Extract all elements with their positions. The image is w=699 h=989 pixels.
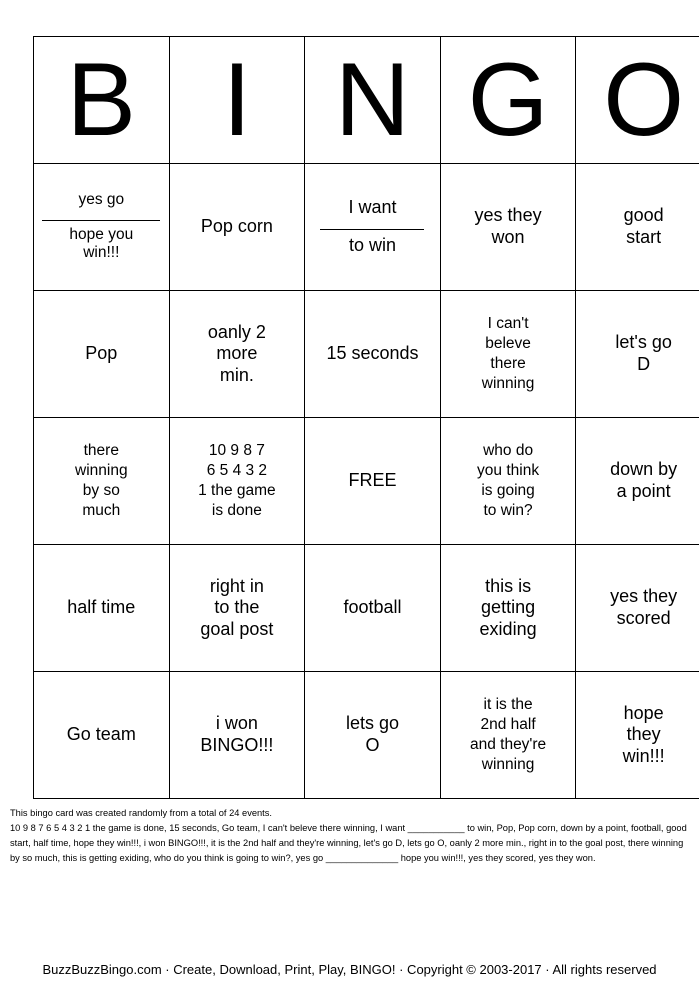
- header-row: [34, 37, 699, 164]
- cell-text: it is the 2nd half and they're winning: [469, 695, 547, 774]
- phrase-start: I want: [348, 197, 397, 218]
- card-notes: [10, 806, 690, 866]
- bingo-cell: [440, 164, 576, 291]
- bingo-cell: [440, 418, 576, 545]
- header-cell-n: [305, 37, 441, 164]
- phrase-start: yes go: [78, 191, 125, 209]
- header-cell-i: [169, 37, 305, 164]
- header-cell-o: [576, 37, 699, 164]
- cell-text: 10 9 8 7 6 5 4 3 2 1 the game is done: [198, 441, 276, 520]
- cell-text: hope they win!!!: [622, 702, 665, 766]
- header-letter: B: [66, 42, 136, 158]
- bingo-cell: [34, 164, 170, 291]
- bingo-cell: [169, 545, 305, 672]
- bingo-cell: [576, 164, 699, 291]
- cell-text: football: [343, 597, 402, 618]
- cell-text: half time: [67, 597, 136, 618]
- cell-text: I can't beleve there winning: [481, 314, 535, 393]
- cell-text: there winning by so much: [75, 441, 128, 520]
- bingo-row: [34, 291, 699, 418]
- bingo-card: [33, 36, 699, 799]
- header-letter: I: [222, 42, 252, 158]
- free-space: FREE: [348, 470, 397, 491]
- cell-text: good start: [623, 205, 664, 247]
- bingo-cell: [576, 291, 699, 418]
- bingo-cell: [169, 164, 305, 291]
- bingo-cell: [305, 291, 441, 418]
- cell-text: i won BINGO!!!: [200, 713, 274, 755]
- notes-intro: This bingo card was created randomly from a total of 24 events.: [10, 808, 272, 818]
- bingo-row: [34, 545, 699, 672]
- header-letter: O: [603, 42, 685, 158]
- cell-text: Go team: [66, 724, 136, 745]
- bingo-cell: [305, 164, 441, 291]
- cell-text: Pop: [85, 343, 118, 364]
- cell-text: 15 seconds: [326, 343, 419, 364]
- cell-text: oanly 2 more min.: [207, 321, 266, 385]
- fill-in-phrase: [38, 191, 165, 263]
- fill-in-phrase: [309, 197, 436, 256]
- bingo-cell: [34, 291, 170, 418]
- bingo-cell: [576, 672, 699, 799]
- cell-text: Pop corn: [200, 216, 273, 237]
- bingo-cell: [305, 418, 441, 545]
- bingo-cell: [305, 545, 441, 672]
- bingo-cell: [440, 672, 576, 799]
- cell-text: right in to the goal post: [200, 575, 274, 639]
- notes-events: 10 9 8 7 6 5 4 3 2 1 the game is done, 15 seconds, Go team, I can't beleve there winning, I want ___________ to win, Pop, Pop corn, down by a point, football, good start, half time, hope they win!!!, i won BINGO!!!, it is the 2nd half and they're winning, let's go D, lets go O, oanly 2 more min., right in to the goal post, there winning by so much, this is getting exiding, who do you think is going to win?, yes go ______________ hope you win!!!, yes they scored, yes they won.: [10, 823, 687, 863]
- phrase-end: hope you win!!!: [42, 220, 160, 263]
- bingo-cell: [169, 418, 305, 545]
- bingo-cell: [440, 545, 576, 672]
- header-letter: N: [334, 42, 411, 158]
- bingo-row: [34, 164, 699, 291]
- bingo-cell: [34, 545, 170, 672]
- bingo-cell: [34, 418, 170, 545]
- header-cell-g: [440, 37, 576, 164]
- cell-text: down by a point: [610, 459, 678, 501]
- bingo-cell: [440, 291, 576, 418]
- bingo-cell: [169, 672, 305, 799]
- cell-text: who do you think is going to win?: [477, 441, 540, 520]
- bingo-cell: [305, 672, 441, 799]
- phrase-end: to win: [320, 229, 424, 257]
- footer: BuzzBuzzBingo.com · Create, Download, Print, Play, BINGO! · Copyright © 2003-2017 · All rights reserved: [42, 962, 657, 977]
- cell-text: yes they won: [474, 205, 542, 247]
- cell-text: let's go D: [615, 332, 672, 374]
- cell-text: yes they scored: [610, 586, 678, 628]
- bingo-row: [34, 672, 699, 799]
- header-letter: G: [467, 42, 549, 158]
- bingo-row: [34, 418, 699, 545]
- bingo-cell: [169, 291, 305, 418]
- bingo-cell: [576, 545, 699, 672]
- header-cell-b: [34, 37, 170, 164]
- bingo-cell: [34, 672, 170, 799]
- cell-text: this is getting exiding: [479, 575, 537, 639]
- bingo-cell: [576, 418, 699, 545]
- cell-text: lets go O: [345, 713, 399, 755]
